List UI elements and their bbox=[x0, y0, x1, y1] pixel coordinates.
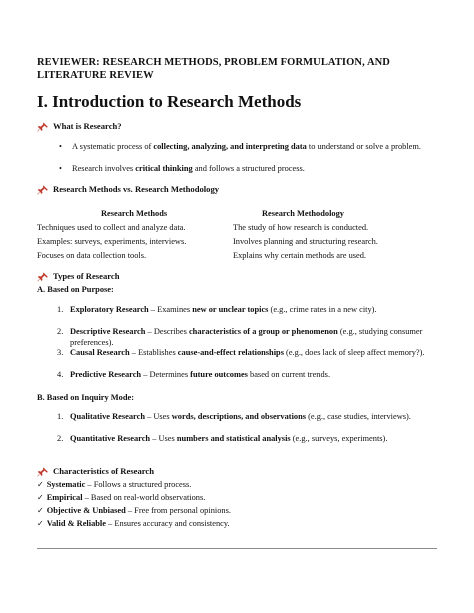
list-item: ✓ Systematic – Follows a structured process. bbox=[37, 480, 192, 489]
check-icon: ✓ bbox=[37, 519, 44, 528]
bullet-icon: • bbox=[59, 164, 62, 173]
list-item: ✓ Objective & Unbiased – Free from personal opinions. bbox=[37, 506, 231, 515]
bullet-icon: • bbox=[59, 142, 62, 151]
list-item: 2. Quantitative Research – Uses numbers and statistical analysis (e.g., surveys, experiments). bbox=[57, 434, 388, 443]
list-item: 3. Causal Research – Establishes cause-and-effect relationships (e.g., does lack of sleep affect memory?). bbox=[57, 348, 425, 357]
characteristics-heading: Characteristics of Research bbox=[37, 466, 154, 477]
table-row: Focuses on data collection tools. Explains why certain methods are used. bbox=[37, 251, 367, 260]
pushpin-icon bbox=[37, 122, 49, 132]
list-item: 1. Qualitative Research – Uses words, descriptions, and observations (e.g., case studies, interviews). bbox=[57, 412, 411, 421]
check-icon: ✓ bbox=[37, 506, 44, 515]
table-header-row: Research Methods Research Methodology bbox=[101, 209, 344, 218]
check-icon: ✓ bbox=[37, 493, 44, 502]
list-item: 2. Descriptive Research – Describes characteristics of a group or phenomenon (e.g., studying consumer preferences). bbox=[57, 327, 423, 347]
document-title: REVIEWER: RESEARCH METHODS, PROBLEM FORMULATION, AND LITERATURE REVIEW bbox=[37, 57, 390, 81]
what-is-research-heading: What is Research? bbox=[37, 121, 122, 132]
list-item: • Research involves critical thinking and follows a structured process. bbox=[59, 164, 305, 173]
table-row: Examples: surveys, experiments, interviews. Involves planning and structuring research. bbox=[37, 237, 378, 246]
types-of-research-heading: Types of Research bbox=[37, 271, 120, 282]
check-icon: ✓ bbox=[37, 480, 44, 489]
list-item: ✓ Empirical – Based on real-world observations. bbox=[37, 493, 206, 502]
pushpin-icon bbox=[37, 467, 49, 477]
purpose-subheading: A. Based on Purpose: bbox=[37, 285, 114, 294]
pushpin-icon bbox=[37, 185, 49, 195]
section-heading: I. Introduction to Research Methods bbox=[37, 92, 302, 111]
list-item: 4. Predictive Research – Determines future outcomes based on current trends. bbox=[57, 370, 331, 379]
list-item: 1. Exploratory Research – Examines new or unclear topics (e.g., crime rates in a new city). bbox=[57, 305, 377, 314]
list-item: ✓ Valid & Reliable – Ensures accuracy and consistency. bbox=[37, 519, 230, 528]
inquiry-subheading: B. Based on Inquiry Mode: bbox=[37, 393, 135, 402]
methods-vs-methodology-heading: Research Methods vs. Research Methodology bbox=[37, 184, 219, 195]
pushpin-icon bbox=[37, 272, 49, 282]
comparison-table bbox=[37, 207, 437, 263]
horizontal-divider bbox=[37, 548, 437, 549]
table-row: Techniques used to collect and analyze data. The study of how research is conducted. bbox=[37, 223, 369, 232]
list-item: • A systematic process of collecting, analyzing, and interpreting data to understand or solve a problem. bbox=[59, 142, 421, 151]
